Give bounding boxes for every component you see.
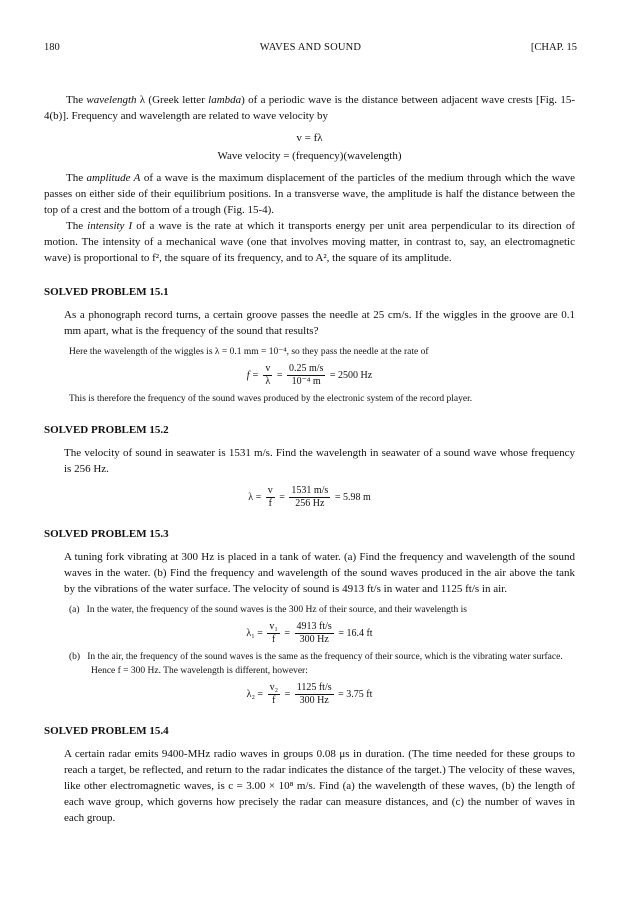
wave-equation-words: Wave velocity = (frequency)(wavelength) bbox=[217, 150, 402, 162]
problem-heading: SOLVED PROBLEM 15.2 bbox=[44, 424, 169, 436]
term-intensity: intensity I bbox=[87, 220, 133, 232]
problem-heading: SOLVED PROBLEM 15.1 bbox=[44, 286, 169, 298]
intensity-paragraph: The intensity I of a wave is the rate at which it transports energy per unit area perpendicular to its direction of motion. The intensity of a mechanical wave (one that involves moving matter, in contrast to, say, an electromagnetic wave) is proportional to f², the square of its frequency, and to A², the square of its amplitude. bbox=[44, 220, 576, 264]
solution-equation: λ₂ = $\frac{\text{v₂}}{f}$ = $\frac{1125 ft/s}{300 Hz}$ = 3.75 ft bbox=[246, 682, 373, 706]
solution-text: Here the wavelength of the wiggles is λ = 0.1 mm = 10⁻⁴, so they pass the needle at the rate of bbox=[69, 347, 429, 357]
term-wavelength: wavelength bbox=[86, 94, 137, 106]
problem-statement: As a phonograph record turns, a certain groove passes the needle at 25 cm/s. If the wiggles in the groove are 0.1 mm apart, what is the frequency of the sound that results? bbox=[64, 309, 575, 337]
problem-heading: SOLVED PROBLEM 15.3 bbox=[44, 528, 169, 540]
solution-part-a: (a) In the water, the frequency of the sound waves is the 300 Hz of their source, and their wavelength is bbox=[69, 605, 467, 615]
problem-statement: The velocity of sound in seawater is 1531 m/s. Find the wavelength in seawater of a sound wave whose frequency is 256 Hz. bbox=[64, 447, 575, 475]
wavelength-paragraph: The wavelength λ (Greek letter lambda) of a periodic wave is the distance between adjacent wave crests [Fig. 15-4(b)]. Frequency and wavelength are related to wave velocity by bbox=[44, 94, 576, 122]
solution-equation: f = $\frac{v}{\lambda}$ = $\frac{0.25 m/s}{\text{10⁻⁴ m}}$ = 2500 Hz bbox=[246, 363, 373, 387]
solution-text: This is therefore the frequency of the sound waves produced by the electronic system of the record player. bbox=[69, 394, 473, 404]
page-body bbox=[44, 92, 575, 826]
term-lambda: lambda bbox=[208, 94, 242, 106]
solution-part-b: (b) In the air, the frequency of the sound waves is the same as the frequency of their source, which is the vibrating water surface. Hence f = 300 Hz. The wavelength is different, however: bbox=[69, 652, 563, 676]
chapter-title: WAVES AND SOUND bbox=[259, 42, 362, 53]
problem-heading: SOLVED PROBLEM 15.4 bbox=[44, 725, 169, 737]
problem-statement: A certain radar emits 9400-MHz radio waves in groups 0.08 μs in duration. (The time needed for these groups to reach a target, be reflected, and return to the radar indicates the distance of the target.) The velocity of these waves, like other electromagnetic waves, is c = 3.00 × 10⁸ m/s. Find (a) the wavelength of these waves, (b) the length of each wave group, which governs how precisely the radar can measure distances, and (c) the number of waves in each group. bbox=[64, 748, 575, 824]
solution-equation: λ = $\frac{v}{f}$ = $\frac{1531 m/s}{256 Hz}$ = 5.98 m bbox=[248, 485, 371, 509]
problem-statement: A tuning fork vibrating at 300 Hz is placed in a tank of water. (a) Find the frequency and wavelength of the sound waves in the water. (b) Find the frequency and wavelength of the sound waves produced in the air above the tank by the vibrations of the water surface. The velocity of sound is 4913 ft/s in water and 1125 ft/s in air. bbox=[64, 551, 575, 595]
term-amplitude: amplitude A bbox=[86, 172, 141, 184]
running-header bbox=[44, 42, 577, 56]
wave-equation: v = fλ bbox=[296, 132, 323, 144]
page-number: 180 bbox=[44, 42, 60, 53]
amplitude-paragraph: The amplitude A of a wave is the maximum displacement of the particles of the medium through which the wave passes on either side of their equilibrium positions. In a transverse wave, the amplitude is half the distance between the top of a crest and the bottom of a trough (Fig. 15-4). bbox=[44, 172, 576, 216]
chapter-label: [CHAP. 15 bbox=[530, 42, 577, 53]
solution-equation: λ₁ = $\frac{\text{v₁}}{f}$ = $\frac{4913 ft/s}{300 Hz}$ = 16.4 ft bbox=[246, 621, 373, 645]
